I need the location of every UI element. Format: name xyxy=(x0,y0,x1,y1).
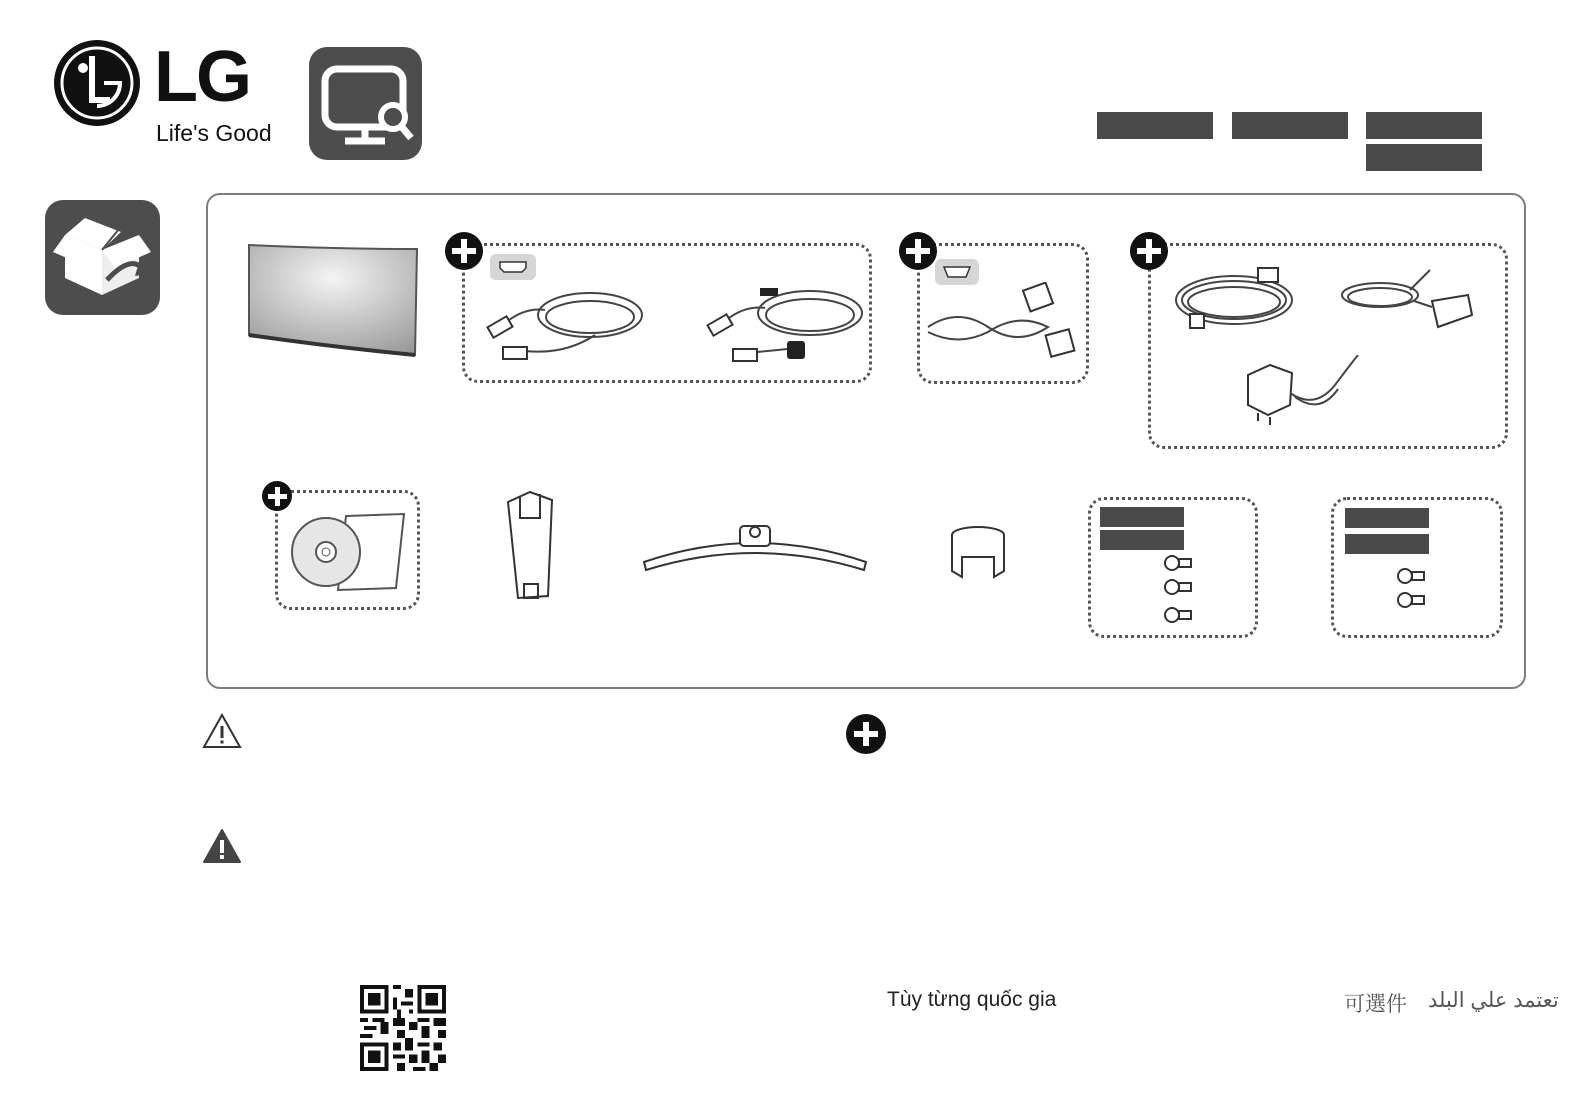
open-box-icon xyxy=(45,200,160,315)
model-tag-2 xyxy=(1232,112,1348,139)
model-tag-1 xyxy=(1097,112,1213,139)
hdmi-port-icon xyxy=(490,254,536,280)
power-cord-illustration xyxy=(1172,262,1307,342)
lg-wordmark: LG xyxy=(154,37,250,117)
wall-adapter-illustration xyxy=(1240,355,1380,435)
caution-outline-icon xyxy=(202,713,242,749)
cable-holder-illustration xyxy=(948,525,1008,585)
qr-code xyxy=(360,985,446,1071)
cd-manual-illustration xyxy=(288,508,408,598)
plus-circle-icon xyxy=(262,481,292,511)
screw-label-1b xyxy=(1100,530,1184,550)
lg-face-icon xyxy=(52,38,142,128)
screws-illustration xyxy=(1162,553,1197,628)
monitor-panel-illustration xyxy=(245,243,420,358)
plus-circle-icon xyxy=(846,714,886,754)
model-tag-3 xyxy=(1366,112,1482,139)
dsub-cable-illustration xyxy=(918,282,1088,377)
plus-circle-icon xyxy=(899,232,937,270)
plus-circle-icon xyxy=(445,232,483,270)
model-tag-4 xyxy=(1366,144,1482,171)
stand-base-illustration xyxy=(640,518,870,578)
arabic-note: تعتمد علي البلد xyxy=(1428,989,1559,1012)
stand-body-illustration xyxy=(500,488,560,603)
chinese-note: 可選件 xyxy=(1344,993,1407,1016)
monitor-search-icon xyxy=(309,47,422,160)
warning-filled-icon xyxy=(202,828,242,864)
plus-circle-icon xyxy=(1130,232,1168,270)
lg-tagline: Life's Good xyxy=(156,120,272,146)
screws-illustration xyxy=(1395,566,1430,616)
hdmi-cable-illustration xyxy=(485,285,645,370)
displayport-cable-illustration xyxy=(705,283,865,373)
screw-label-1a xyxy=(1100,507,1184,527)
lg-logo xyxy=(52,38,282,153)
screw-label-2b xyxy=(1345,534,1429,554)
ac-adapter-illustration xyxy=(1340,265,1480,345)
vietnamese-note: Tùy từng quốc gia xyxy=(887,988,1057,1011)
screw-label-2a xyxy=(1345,508,1429,528)
